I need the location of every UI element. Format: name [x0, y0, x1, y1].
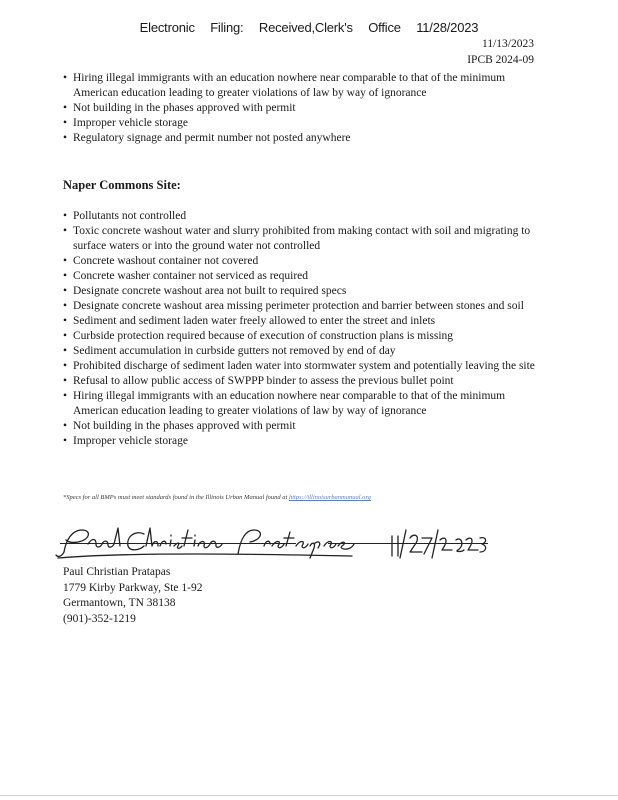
list-item: • Sediment accumulation in curbside gutters not removed by end of day [63, 344, 535, 359]
list-item: • Hiring illegal immigrants with an education nowhere near comparable to that of the minimum American education leading to greater violations of law by way of ignorance [63, 389, 535, 419]
list-item: • Not building in the phases approved with permit [63, 101, 535, 116]
document-meta [467, 36, 534, 68]
stamp-electronic: Electronic [139, 20, 195, 35]
meta-case-number: IPCB 2024-09 [467, 54, 534, 66]
list-item: • Improper vehicle storage [63, 116, 535, 131]
footnote [63, 494, 371, 501]
signature-line [60, 543, 296, 544]
contact-name: Paul Christian Pratapas [63, 566, 171, 578]
list-item: • Pollutants not controlled [63, 209, 535, 224]
list-item: • Prohibited discharge of sediment laden water into stormwater system and potentially leaving the site [63, 359, 535, 374]
list-item: • Regulatory signage and permit number not posted anywhere [63, 131, 535, 146]
signature-image [52, 522, 492, 562]
list-item: • Concrete washout container not covered [63, 254, 535, 269]
list-item: • Hiring illegal immigrants with an education nowhere near comparable to that of the minimum American education leading to greater violations of law by way of ignorance [63, 71, 535, 101]
list-item: • Curbside protection required because of execution of construction plans is missing [63, 329, 535, 344]
stamp-date: 11/28/2023 [416, 20, 479, 35]
page-bottom-divider [0, 795, 618, 796]
contact-address-line-2: Germantown, TN 38138 [63, 597, 176, 609]
stamp-filing: Filing: [210, 20, 244, 35]
footnote-link[interactable]: https://illinoisurbanmanual.org [289, 494, 371, 501]
contact-address-line-1: 1779 Kirby Parkway, Ste 1-92 [63, 581, 203, 594]
meta-date: 11/13/2023 [482, 38, 534, 50]
list-item: • Designate concrete washout area not built to required specs [63, 284, 535, 299]
list-item: • Not building in the phases approved with permit [63, 419, 535, 434]
list-item: • Toxic concrete washout water and slurry prohibited from making contact with soil and migrating to surface waters or into the ground water not controlled [63, 224, 535, 254]
violations-list-continued [63, 71, 535, 146]
contact-block [63, 565, 202, 627]
stamp-received: Received,Clerk's [258, 20, 353, 35]
contact-phone: (901)-352-1219 [63, 612, 136, 625]
electronic-filing-stamp [0, 20, 618, 35]
naper-commons-violations-list [63, 209, 535, 449]
list-item: • Sediment and sediment laden water freely allowed to enter the street and inlets [63, 314, 535, 329]
date-line [328, 543, 488, 544]
section-title: Naper Commons Site: [63, 178, 181, 192]
list-item: • Refusal to allow public access of SWPPP binder to assess the previous bullet point [63, 374, 535, 389]
stamp-office: Office [368, 20, 401, 35]
list-item: • Concrete washer container not serviced as required [63, 269, 535, 284]
list-item: • Designate concrete washout area missing perimeter protection and barrier between stones and soil [63, 299, 535, 314]
footnote-text: *Specs for all BMPs must meet standards found in the Illinois Urban Manual found at [63, 494, 289, 501]
list-item: • Improper vehicle storage [63, 434, 535, 449]
